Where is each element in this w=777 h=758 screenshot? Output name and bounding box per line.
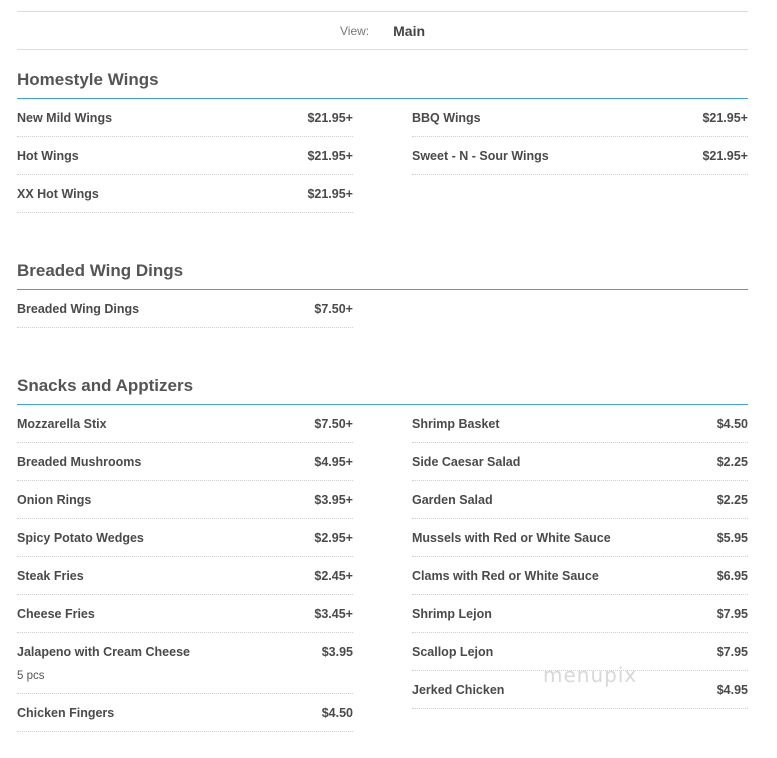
menu-column-left xyxy=(17,290,353,328)
item-price: $4.50 xyxy=(716,417,748,431)
item-name: Scallop Lejon xyxy=(412,645,494,659)
item-price: $7.95 xyxy=(716,607,748,621)
item-price: $7.50+ xyxy=(314,417,353,431)
section-title: Snacks and Apptizers xyxy=(17,376,194,395)
section-title: Homestyle Wings xyxy=(17,70,159,89)
item-price: $4.95 xyxy=(716,683,748,697)
item-name: XX Hot Wings xyxy=(17,187,99,201)
item-name: Side Caesar Salad xyxy=(412,455,521,469)
item-price: $2.25 xyxy=(716,493,748,507)
menu-item[interactable] xyxy=(412,557,748,595)
item-name: Chicken Fingers xyxy=(17,706,115,720)
item-price: $2.45+ xyxy=(314,569,353,583)
menu-column-right xyxy=(412,290,748,328)
view-label: View: xyxy=(339,23,370,38)
item-price: $3.95 xyxy=(321,645,353,659)
menu-item[interactable] xyxy=(412,443,748,481)
menu-item[interactable] xyxy=(412,137,748,175)
menu-item[interactable] xyxy=(17,557,353,595)
item-name: Garden Salad xyxy=(412,493,493,507)
menu-item[interactable] xyxy=(17,519,353,557)
menu-item[interactable] xyxy=(17,694,353,732)
menu-item[interactable] xyxy=(17,481,353,519)
item-name: Clams with Red or White Sauce xyxy=(412,569,599,583)
view-selector xyxy=(17,12,748,50)
section-homestyle-wings xyxy=(17,70,748,213)
item-price: $2.95+ xyxy=(314,531,353,545)
menu-item[interactable] xyxy=(17,175,353,213)
item-price: $7.50+ xyxy=(314,302,353,316)
item-name: Spicy Potato Wedges xyxy=(17,531,144,545)
item-price: $21.95+ xyxy=(702,111,748,125)
menu-column-right xyxy=(412,99,748,213)
item-price: $4.95+ xyxy=(314,455,353,469)
item-name: Jalapeno with Cream Cheese xyxy=(17,645,190,659)
item-name: Steak Fries xyxy=(17,569,84,583)
menu-column-left xyxy=(17,99,353,213)
item-price: $21.95+ xyxy=(307,111,353,125)
item-name: Hot Wings xyxy=(17,149,79,163)
item-name: BBQ Wings xyxy=(412,111,481,125)
section-snacks-and-apptizers xyxy=(17,376,748,732)
item-price: $6.95 xyxy=(716,569,748,583)
item-name: New Mild Wings xyxy=(17,111,113,125)
menu-item[interactable] xyxy=(17,633,353,694)
item-price: $3.45+ xyxy=(314,607,353,621)
item-price: $2.25 xyxy=(716,455,748,469)
item-name: Sweet - N - Sour Wings xyxy=(412,149,549,163)
watermark-logo: menupix xyxy=(543,663,638,687)
menu-item[interactable] xyxy=(17,595,353,633)
menu-column-left xyxy=(17,405,353,732)
item-name: Onion Rings xyxy=(17,493,92,507)
view-value-main[interactable]: Main xyxy=(393,22,426,39)
menu-item[interactable] xyxy=(17,290,353,328)
menu-item[interactable] xyxy=(412,595,748,633)
menu-item[interactable] xyxy=(412,519,748,557)
item-name: Shrimp Lejon xyxy=(412,607,492,621)
item-name: Shrimp Basket xyxy=(412,417,500,431)
item-name: Mozzarella Stix xyxy=(17,417,107,431)
item-name: Jerked Chicken xyxy=(412,683,505,697)
item-price: $5.95 xyxy=(716,531,748,545)
menu-item[interactable] xyxy=(17,443,353,481)
menu-item[interactable] xyxy=(412,405,748,443)
item-price: $7.95 xyxy=(716,645,748,659)
item-price: $21.95+ xyxy=(307,187,353,201)
item-price: $3.95+ xyxy=(314,493,353,507)
menu-item[interactable] xyxy=(17,137,353,175)
menu-item[interactable] xyxy=(17,405,353,443)
item-price: $4.50 xyxy=(321,706,353,720)
item-price: $21.95+ xyxy=(307,149,353,163)
item-description: 5 pcs xyxy=(17,670,45,682)
item-name: Mussels with Red or White Sauce xyxy=(412,531,611,545)
item-price: $21.95+ xyxy=(702,149,748,163)
menu-item[interactable] xyxy=(412,481,748,519)
item-details xyxy=(17,645,190,682)
menu-item[interactable] xyxy=(412,99,748,137)
item-name: Cheese Fries xyxy=(17,607,95,621)
item-name: Breaded Mushrooms xyxy=(17,455,142,469)
item-name: Breaded Wing Dings xyxy=(17,302,140,316)
section-breaded-wing-dings xyxy=(17,261,748,328)
section-title: Breaded Wing Dings xyxy=(17,261,184,280)
menu-item[interactable] xyxy=(17,99,353,137)
